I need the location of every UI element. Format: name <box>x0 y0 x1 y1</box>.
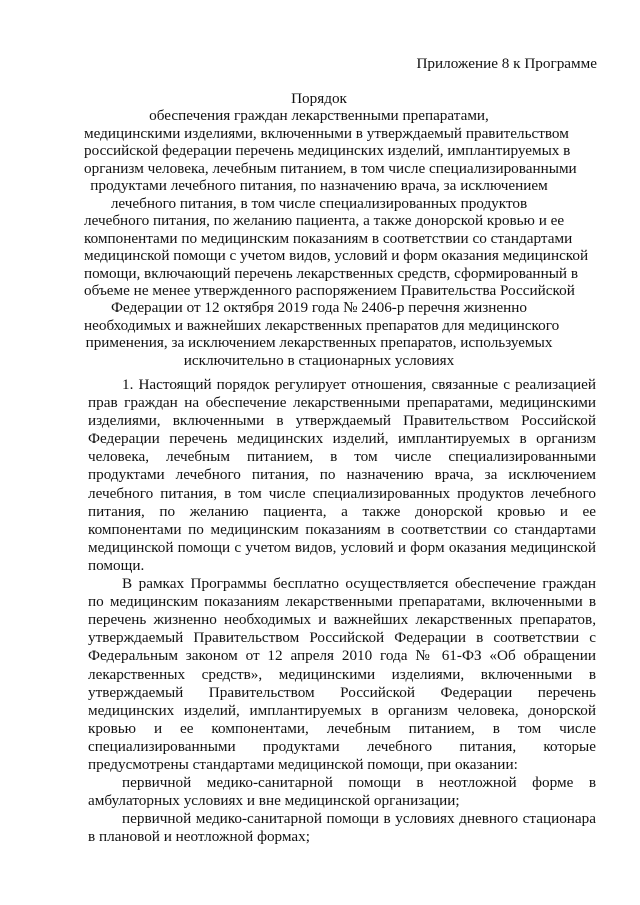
title-line: российской федерации перечень медицинских изделий, имплантируемых в <box>84 142 571 160</box>
title-line: компонентами по медицинским показаниям в соответствии со стандартами <box>84 229 573 247</box>
title-line: исключительно в стационарных условиях <box>183 351 455 369</box>
title-line: медицинской помощи с учетом видов, условий и форм оказания медицинской <box>84 247 589 265</box>
title-line: организм человека, лечебным питанием, в том числе специализированными <box>84 159 577 177</box>
paragraph-scope: 1. Настоящий порядок регулирует отношения, связанные с реализацией прав граждан на обеспечение лекарственными препаратами, медицинскими изделиями, включенными в утверждаемый Правительством Российской Федерации перечень медицинских изделий, имплантируемых в организм человека, лечебным питанием, в том числе специализированными продуктами лечебного питания, по назначению врача, за исключением лечебного питания, в том числе специализированных продуктов лечебного питания, по желанию пациента, а также донорской кровью и ее компонентами по медицинским показаниям в соответствии со стандартами медицинской помощи с учетом видов, условий и форм оказания медицинской помощи. <box>88 376 596 574</box>
title-line: необходимых и важнейших лекарственных препаратов для медицинского <box>84 316 560 334</box>
document-title <box>84 90 589 369</box>
paragraph-list-item: первичной медико-санитарной помощи в условиях дневного стационара в плановой и неотложной формах; <box>88 810 596 846</box>
paragraph-program: В рамках Программы бесплатно осуществляется обеспечение граждан по медицинским показаниям лекарственными препаратами, включенными в перечень жизненно необходимых и важнейших лекарственных препаратов, утверждаемый Правительством Российской Федерации в соответствии с Федеральным законом от 12 апреля 2010 года № 61-ФЗ «Об обращении лекарственных средств», медицинскими изделиями, включенными в утверждаемый Правительством Российской Федерации перечень медицинских изделий, имплантируемых в организм человека, донорской кровью и ее компонентами, лечебным питанием, в том числе специализированными продуктами лечебного питания, которые предусмотрены стандартами медицинской помощи, при оказании: <box>88 575 596 773</box>
title-line: помощи, включающий перечень лекарственных средств, сформированный в <box>84 264 578 282</box>
paragraph-list-item: первичной медико-санитарной помощи в неотложной форме в амбулаторных условиях и вне медицинской организации; <box>88 774 596 810</box>
title-line: объеме не менее утвержденного распоряжением Правительства Российской <box>84 281 575 299</box>
appendix-label: Приложение 8 к Программе <box>416 55 597 72</box>
title-line: Федерации от 12 октября 2019 года № 2406-р перечня жизненно <box>111 299 527 317</box>
title-line: применения, за исключением лекарственных препаратов, используемых <box>85 334 553 352</box>
document-body <box>88 376 596 846</box>
title-line: Порядок <box>291 90 347 107</box>
title-line: лечебного питания, в том числе специализированных продуктов <box>110 194 528 212</box>
title-line: медицинскими изделиями, включенными в утверждаемый правительством <box>84 124 569 142</box>
title-line: обеспечения граждан лекарственными препаратами, <box>149 107 489 125</box>
title-line: лечебного питания, по желанию пациента, а также донорской кровью и ее <box>84 212 565 230</box>
title-line: продуктами лечебного питания, по назначению врача, за исключением <box>90 177 548 195</box>
